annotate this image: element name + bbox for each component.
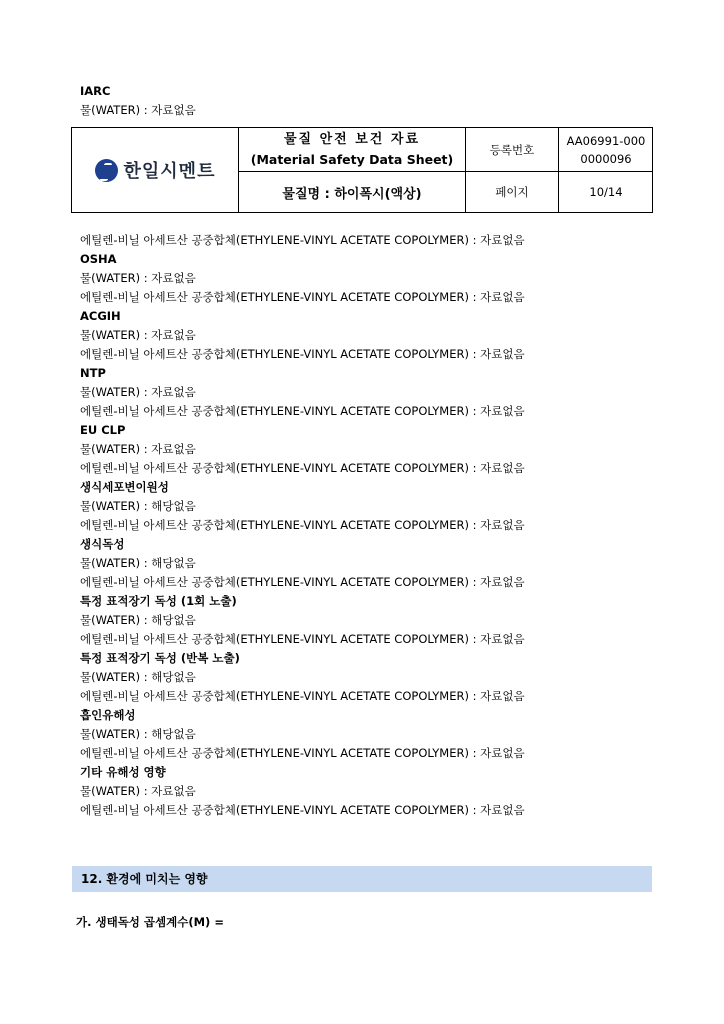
substance-entry: 물(WATER) : 해당없음 xyxy=(80,556,196,570)
regulation-heading: 생식독성 xyxy=(80,537,125,551)
substance-entry: 에틸렌-비닐 아세트산 공중합체(ETHYLENE-VINYL ACETATE COPOLYMER) : 자료없음 xyxy=(80,803,525,817)
regulation-heading: NTP xyxy=(80,366,106,380)
product-name: 물질명 : 하이폭시(액상) xyxy=(282,186,422,202)
substance-entry: 물(WATER) : 해당없음 xyxy=(80,670,196,684)
substance-entry: 에틸렌-비닐 아세트산 공중합체(ETHYLENE-VINYL ACETATE COPOLYMER) : 자료없음 xyxy=(80,233,525,247)
msds-header-table xyxy=(71,127,653,213)
substance-entry: 물(WATER) : 자료없음 xyxy=(80,385,196,399)
regulation-heading: 생식세포변이원성 xyxy=(80,480,169,494)
substance-entry: 에틸렌-비닐 아세트산 공중합체(ETHYLENE-VINYL ACETATE COPOLYMER) : 자료없음 xyxy=(80,575,525,589)
regulation-heading: 기타 유해성 영향 xyxy=(80,765,166,779)
substance-entry: 에틸렌-비닐 아세트산 공중합체(ETHYLENE-VINYL ACETATE COPOLYMER) : 자료없음 xyxy=(80,518,525,532)
regulation-heading: EU CLP xyxy=(80,423,126,437)
registration-number-line2: 0000096 xyxy=(580,151,632,166)
toxicity-entries xyxy=(80,231,680,820)
regulation-heading: 특정 표적장기 독성 (1회 노출) xyxy=(80,594,237,608)
substance-entry: 에틸렌-비닐 아세트산 공중합체(ETHYLENE-VINYL ACETATE COPOLYMER) : 자료없음 xyxy=(80,632,525,646)
substance-entry: 에틸렌-비닐 아세트산 공중합체(ETHYLENE-VINYL ACETATE COPOLYMER) : 자료없음 xyxy=(80,404,525,418)
ecotoxicity-m-factor-heading: 가. 생태독성 곱셈계수(M) = xyxy=(76,915,224,929)
regulation-heading: 흡인유해성 xyxy=(80,708,136,722)
substance-entry: 물(WATER) : 자료없음 xyxy=(80,442,196,456)
substance-entry: 물(WATER) : 해당없음 xyxy=(80,499,196,513)
document-title-en: (Material Safety Data Sheet) xyxy=(250,151,454,167)
section-12-heading: 12. 환경에 미치는 영향 xyxy=(72,866,652,892)
document-title xyxy=(239,128,465,171)
document-title-ko: 물질 안전 보건 자료 xyxy=(283,131,421,147)
regulation-heading: ACGIH xyxy=(80,309,121,323)
page-number: 10/14 xyxy=(589,185,623,199)
substance-entry: 에틸렌-비닐 아세트산 공중합체(ETHYLENE-VINYL ACETATE COPOLYMER) : 자료없음 xyxy=(80,461,525,475)
registration-number-label: 등록번호 xyxy=(489,142,535,157)
company-logo-text: 한일시멘트 xyxy=(123,161,216,182)
substance-entry: 물(WATER) : 해당없음 xyxy=(80,727,196,741)
page-label: 페이지 xyxy=(495,185,529,199)
regulation-heading: 특정 표적장기 독성 (반복 노출) xyxy=(80,651,240,665)
regulation-heading: OSHA xyxy=(80,252,117,266)
substance-entry: 에틸렌-비닐 아세트산 공중합체(ETHYLENE-VINYL ACETATE COPOLYMER) : 자료없음 xyxy=(80,689,525,703)
company-logo xyxy=(72,128,238,212)
pre-header-text xyxy=(80,82,196,120)
iarc-water-entry: 물(WATER) : 자료없음 xyxy=(80,103,196,117)
registration-number-value xyxy=(559,128,653,171)
substance-entry: 물(WATER) : 자료없음 xyxy=(80,328,196,342)
company-logo-icon xyxy=(95,159,118,182)
substance-entry: 에틸렌-비닐 아세트산 공중합체(ETHYLENE-VINYL ACETATE COPOLYMER) : 자료없음 xyxy=(80,746,525,760)
substance-entry: 에틸렌-비닐 아세트산 공중합체(ETHYLENE-VINYL ACETATE COPOLYMER) : 자료없음 xyxy=(80,290,525,304)
substance-entry: 물(WATER) : 해당없음 xyxy=(80,613,196,627)
substance-entry: 물(WATER) : 자료없음 xyxy=(80,271,196,285)
registration-number-line1: AA06991-000 xyxy=(566,133,646,148)
substance-entry: 에틸렌-비닐 아세트산 공중합체(ETHYLENE-VINYL ACETATE COPOLYMER) : 자료없음 xyxy=(80,347,525,361)
regulation-heading-iarc: IARC xyxy=(80,84,111,98)
substance-entry: 물(WATER) : 자료없음 xyxy=(80,784,196,798)
